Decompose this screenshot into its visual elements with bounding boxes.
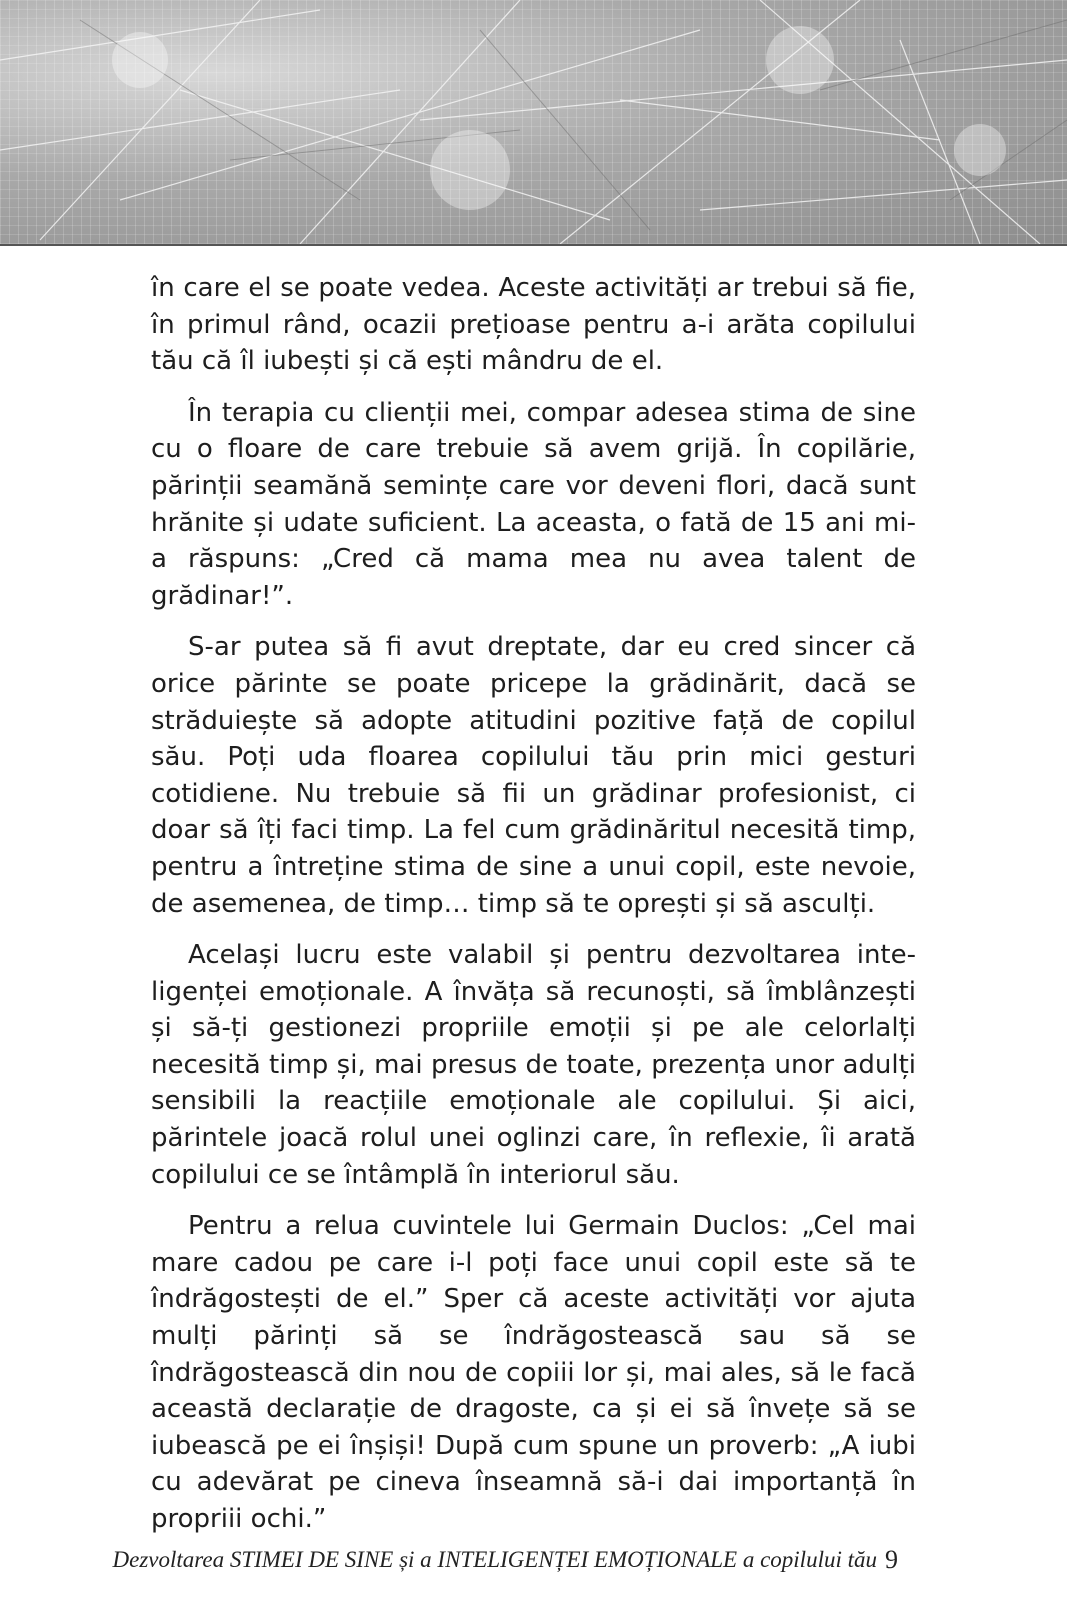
paragraph-1: în care el se poate vedea. Aceste activități ar trebui să fie, în primul rând, ocazii prețioase pentru a-i arăta copilului tău că îl iubești și că ești mândru de el. [151,273,916,377]
page-footer [0,1547,1067,1587]
scratch-texture-graphic [0,0,1067,244]
paragraph-3: S-ar putea să fi avut dreptate, dar eu cred sincer că orice părinte se poate pricepe la grădinărit, dacă se străduiește să adopte atitudini pozitive față de copilul său. Poți uda floarea copilului tău prin mici gesturi cotidiene. Nu trebuie să fii un grădinar profesionist, ci doar să îți faci timp. La fel cum grădinăritul necesită timp, pentru a întreține stima de sine a unui copil, este nevoie, de asemenea, de timp… timp să te oprești și să asculți. [151,632,916,919]
page-number: 9 [885,1545,898,1574]
footer-book-title: Dezvoltarea STIMEI DE SINE și a INTELIGENȚEI EMOȚIONALE a copilului tău [112,1547,877,1572]
paragraph-5: Pentru a relua cuvintele lui Germain Duclos: „Cel mai mare cadou pe care i-l poți face unui copil este să te îndrăgostești de el.” Sper că aceste activități vor ajuta mulți părinți să se îndrăgostească sau să se îndrăgostească din nou de copiii lor și, mai ales, să le facă această declarație de dragoste, ca și ei să învețe să se iubească pe ei înșiși! După cum spune un proverb: „A iubi cu adevărat pe cineva înseamnă să-i dai importanță în propriii ochi.” [151,1211,916,1534]
body-text [151,270,916,1553]
paragraph-4: Același lucru este valabil și pentru dezvoltarea inte-ligenței emoționale. A învăța să recunoști, să îmblânzești și să-ți gestionezi propriile emoții și pe ale celorlalți necesită timp și, mai presus de toate, prezența unor adulți sensibili la reacțiile emoționale ale copilului. Și aici, părintele joacă rolul unei oglinzi care, în reflexie, îi arată copilului ce se întâmplă în interiorul său. [151,940,916,1190]
paragraph-2: În terapia cu clienții mei, compar adesea stima de sine cu o floare de care trebuie să avem grijă. În copilărie, părinții seamănă semințe care vor deveni flori, dacă sunt hrănite și udate suficient. La aceasta, o fată de 15 ani mi-a răspuns: „Cred că mama mea nu avea talent de grădinar!”. [151,397,916,611]
header-texture-banner [0,0,1067,246]
